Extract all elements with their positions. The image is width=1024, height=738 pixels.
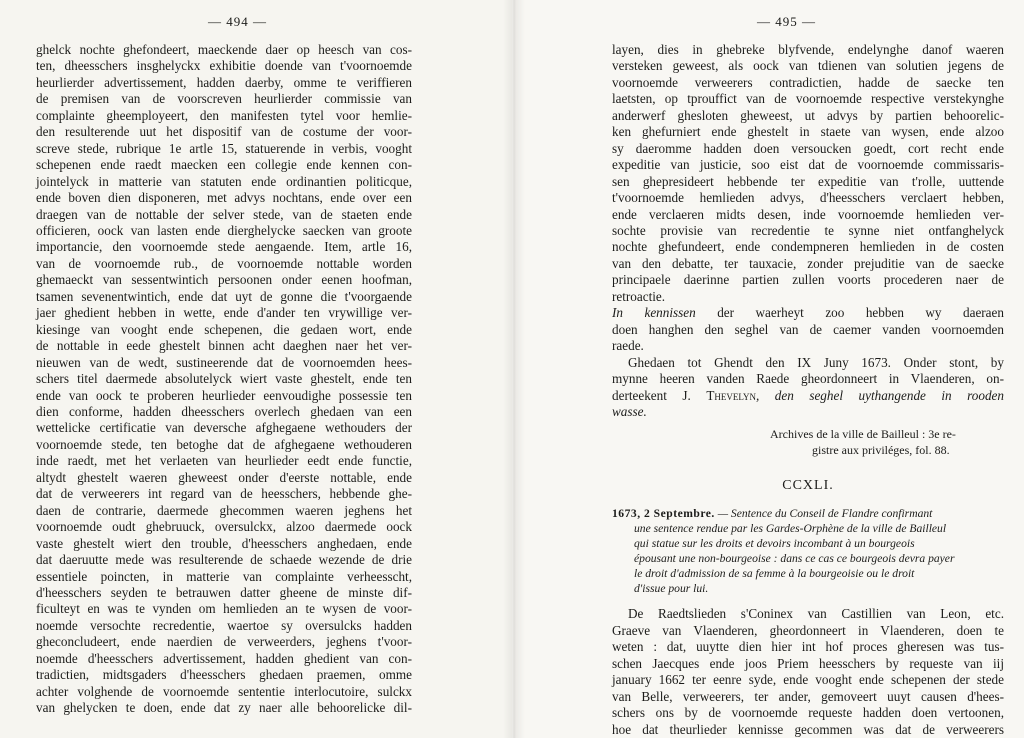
right-paragraph-1 — [612, 42, 1004, 305]
summary-line: épousant une non-bourgeoise : dans ce cas ce bourgeois devra payer — [634, 552, 955, 566]
text-line: versteken geweest, als oock van tdienen van solutien jegens de — [612, 58, 1004, 74]
text-line: vaste ghestelt wiert den trouble, d'heesschers anghedaen, ende — [36, 535, 412, 551]
summary-line: le droit d'admission de sa femme à la bourgeoisie ou le droit — [634, 567, 915, 581]
text-line: In kennissen der waerheyt zoo hebben wy daeraen — [612, 305, 1004, 321]
text-line: noemde versochte recredentie, waertoe sy oversulcks hadden — [36, 617, 412, 633]
text-line: ende verclaeren midts desen, inde voornoemde hemlieden ver- — [612, 206, 1004, 222]
text-line: draegen van de nottable der selver stede, van de staeten ende — [36, 206, 412, 222]
text-line: De Raedtslieden s'Coninex van Castillien van Leon, etc. — [628, 606, 1004, 622]
text-line: ghelck nochte ghefondeert, maeckende daer op heesch van cos- — [36, 42, 412, 57]
text-line: ghemaeckt van sessentwintich persoonen onder eenen hoofman, — [36, 272, 412, 288]
text-line: voornoemde verweerers contradictien, hadde de saecke ten — [612, 74, 1004, 90]
text-line: gheconcludeert, ende naerdien de verweerders, jeghens t'voor- — [36, 634, 412, 650]
text-line: january 1662 ter eenre syde, ende vooght ende schepenen der stede — [612, 672, 1004, 688]
text-line: voornoemde oudt ghebruuck, oversulckx, alzoo daermede oock — [36, 519, 412, 535]
text-line: ende van oock te proberen heurlieder eenvoudighe possessie ten — [36, 387, 412, 403]
summary-line: qui statue sur les droits et devoirs incombant à un bourgeois — [634, 537, 915, 551]
text-line: Ghedaen tot Ghendt den IX Juny 1673. Onder stont, by — [628, 354, 1004, 370]
text-line: complainte gheemployeert, den manifesten tytel voor hemlie- — [36, 107, 412, 123]
text-line: principaele daerinne partien zullen voorts procederen naer de — [612, 272, 1004, 288]
text-line: de premisen van de voorscreven heurlierder commissie van — [36, 91, 412, 107]
text-line: schers ons by de voornoemde requeste hadden doen vertoonen, — [612, 705, 1004, 721]
right-paragraph-2 — [612, 606, 1004, 738]
text-line: van den debatte, ter tauxacie, zonder prejuditie van de saecke — [612, 255, 1004, 271]
text-line: anderwerf ghesloten gheweest, ut advys by partien behoorelic- — [612, 107, 1004, 123]
text-line: hoe dat theurlieder kennisse gecommen was dat de verweerers — [612, 721, 1004, 737]
text-line: den resulterende uut het dispositif van de costume der voor- — [36, 124, 412, 140]
right-paragraph-1-end — [612, 322, 1004, 355]
text-line: ficulteyt en was te vynden om hemlieden an te wysen de voor- — [36, 601, 412, 617]
archive-line: gistre aux priviléges, fol. 88. — [812, 443, 950, 458]
text-line: weten : dat, uuytte dien hier int hof proces gheresen was tus- — [612, 639, 1004, 655]
text-line: d'heesschers seyden te betrauwen datter gheene de minste dif- — [36, 584, 412, 600]
text-line: noemde d'heesschers advertissement, hadden ghedient van con- — [36, 650, 412, 666]
left-page-text — [36, 42, 412, 717]
text-line: sy daeromme hadden doen versoucken goedt, cort recht ende — [612, 140, 1004, 156]
summary-line: une sentence rendue par les Gardes-Orphène de la ville de Bailleul — [634, 522, 947, 536]
text-line: schen Jaecques ende joos Priem heesschers by requeste van iij — [612, 655, 1004, 671]
text-line: van ghelycken te doen, ende dat zy naer alle behoorelicke dil- — [36, 700, 412, 716]
text-line: nieuwen van de wedt, sustineerende dat de voornoemden hees- — [36, 354, 412, 370]
text-line: schepenen ende raedt maecken een collegie ende kennen con- — [36, 157, 412, 173]
text-line: mynne heeren vanden Raede gheordonneert in Vlaenderen, on- — [612, 371, 1004, 387]
text-line: screve stede, rubrique 1e artle 15, statuerende in verbis, vooght — [36, 140, 412, 156]
right-page — [512, 0, 1024, 738]
signatory-name: Thevelyn — [706, 387, 756, 403]
ghedaen-lines — [612, 371, 1004, 387]
text-line: heurlierder advertissement, hadden daerby, omme te veriffieren — [36, 74, 412, 90]
text-line: inde raedt, met het verlaeten van heurlieder eedt ende functie, — [36, 453, 412, 469]
archive-line: Archives de la ville de Bailleul : 3e re- — [770, 427, 956, 442]
text-line: van de voornoemde rub., de voornoemde nottable worden — [36, 255, 412, 271]
text-line: tsamen sevenentwintich, ende dat uyt de gonne die t'voorgaende — [36, 288, 412, 304]
text-line: raede. — [612, 338, 644, 354]
text-line: schers titel daermede absolutelyck wiert vaste ghestelt, ende ten — [36, 371, 412, 387]
text-line: daen de contrarie, daermede ghecommen waeren jeghens het — [36, 502, 412, 518]
text-line: dien conforme, hadden dheesschers overlech ghedaen van een — [36, 403, 412, 419]
right-page-text — [612, 42, 1004, 738]
text-line: Graeve van Vlaenderen, gheordonneert in Vlaenderen, doen te — [612, 622, 1004, 638]
book-gutter — [503, 0, 525, 738]
text-line: jaer ghedient hebben in wette, ende d'ander ten vrywillige ver- — [36, 305, 412, 321]
text-line: tradictien, midtsgaders d'heesschers ghedaen praemen, omme — [36, 667, 412, 683]
text-line: t'voornoemde hemlieden advys, d'heesschers verclaert hebben, — [612, 190, 1004, 206]
signature-line: derteekent J. Thevelyn, den seghel uythangende in rooden — [612, 387, 1005, 403]
text-line: officieren, oock van lasten ende dierghelycke saecken van groote — [36, 222, 412, 238]
text-line: nochte ghefundeert, ende condempneren hemlieden in de costen — [612, 239, 1004, 255]
text-line: altydt ghestelt waeren gheweest onder d'eerste nottable, ende — [36, 469, 412, 485]
text-line: laetsten, op tprouffict van de voornoemde respective verstekynghe — [612, 91, 1004, 107]
text-line: wasse. — [612, 403, 647, 419]
document-summary — [612, 506, 1004, 596]
text-line: layen, dies in ghebreke blyfvende, endelynghe danof waeren — [612, 42, 1004, 57]
text-line: dat de verweerers int regard van de heesschers, hebbende ghe- — [36, 486, 412, 502]
text-line: retroactie. — [612, 288, 666, 304]
page-number-left: — 494 — — [208, 14, 267, 29]
text-line: dat daeruutte mede was resulterende de schaede wezende de drie — [36, 552, 412, 568]
text-line: jointelyck in matterie van statuten ende ordinantien politicque, — [36, 173, 412, 189]
page-number-right: — 495 — — [757, 14, 816, 29]
text-line: expeditie van justicie, soo eist dat de voornoemde commissaris- — [612, 157, 1004, 173]
text-line: ten, dheesschers insghelyckx exhibitie doende van t'voornoemde — [36, 58, 412, 74]
text-line: voornoemde stede, ten betoghe dat de afghegaene wethouderen — [36, 436, 412, 452]
text-line: essentiele poincten, in matterie van complainte verheesscht, — [36, 568, 412, 584]
summary-date: 1673, 2 Septembre. — [612, 507, 715, 521]
text-line: kiesinge van vooght ende schepenen, die gedaen wort, ende — [36, 321, 412, 337]
text-line: importancie, den voornoemde stede aengaende. Item, artle 16, — [36, 239, 412, 255]
text-line: ende boven dien disponeren, met advys nochtans, ende over een — [36, 190, 412, 206]
summary-line: 1673, 2 Septembre. — Sentence du Conseil de Flandre confirmant — [612, 507, 933, 521]
summary-line: d'issue pour lui. — [634, 582, 709, 596]
section-number: CCXLI. — [782, 478, 834, 494]
text-line: doen hanghen den seghel van de caemer vanden voornoemden — [612, 321, 1004, 337]
text-line: de nottable in eede ghestelt binnen acht daeghen naer het ver- — [36, 338, 412, 354]
text-line: sen ghepresideert hebbende ter expeditie van t'rolle, uuttende — [612, 173, 1004, 189]
text-line: ken ghefurniert ende ghestelt in staete van wysen, ende alzoo — [612, 124, 1004, 140]
text-line: achter volghende de voornoemde sententie interlocutoire, sulckx — [36, 683, 412, 699]
text-line: sochte provisie van recredentie te synne niet ontfanghelyck — [612, 222, 1004, 238]
text-line: wettelicke certificatie van deversche afghegaene wethouders der — [36, 420, 412, 436]
text-line: van Belle, verweerers, ter ander, gemoveert uuyt causen d'hees- — [612, 688, 1004, 704]
italic-phrase: In kennissen — [612, 305, 696, 321]
archive-reference — [612, 426, 1004, 458]
